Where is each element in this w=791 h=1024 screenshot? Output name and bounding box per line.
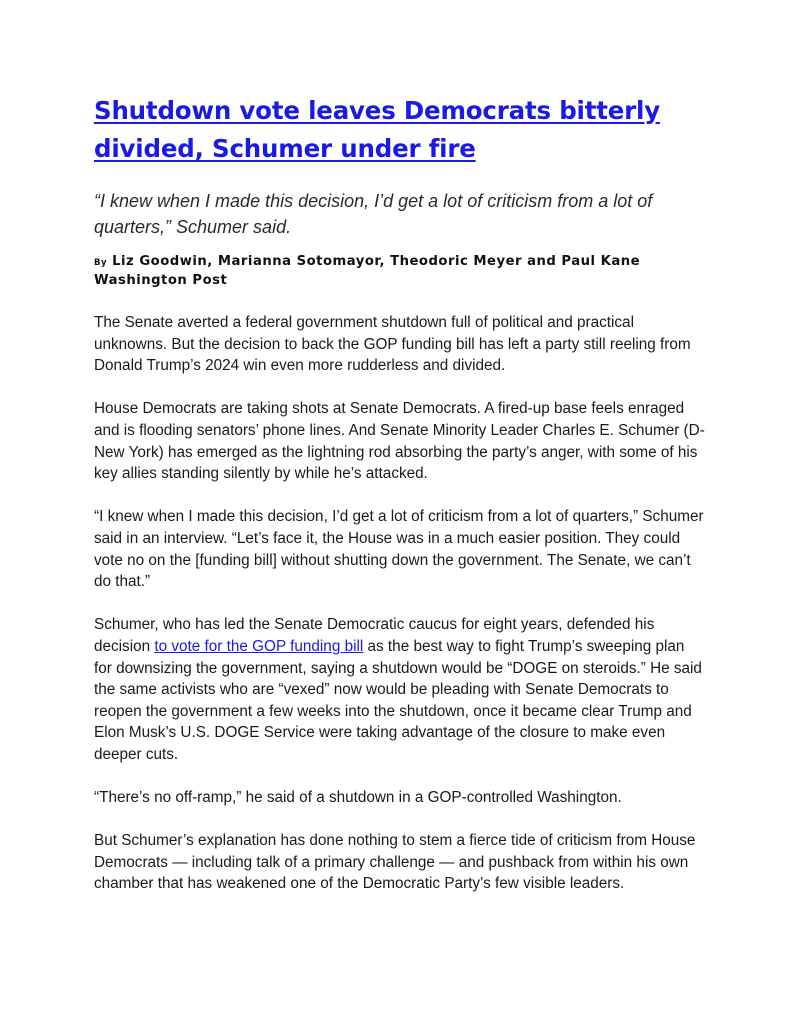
paragraph-5: “There’s no off-ramp,” he said of a shutdown in a GOP-controlled Washington. xyxy=(94,789,622,807)
byline-authors-line xyxy=(94,253,706,272)
article-page xyxy=(94,92,706,895)
paragraph-3: “I knew when I made this decision, I’d get a lot of criticism from a lot of quarters,” Schumer said in an interview. “Let’s face it, the House was in a much easier position. They could vote no on the [funding bill] without shutting down the government. The Senate, we can’t do that.” xyxy=(94,508,704,591)
paragraph-4 xyxy=(94,614,706,765)
byline xyxy=(94,253,706,290)
paragraph-1: The Senate averted a federal government shutdown full of political and practical unknowns. But the decision to back the GOP funding bill has left a party still reeling from Donald Trump’s 2024 win even more rudderless and divided. xyxy=(94,314,691,375)
byline-publication: Washington Post xyxy=(94,273,228,288)
paragraph-4-text-before: Schumer, who has led the Senate Democratic caucus for eight years, defended his decision xyxy=(94,616,655,655)
paragraph-2: House Democrats are taking shots at Senate Democrats. A fired-up base feels enraged and is flooding senators’ phone lines. And Senate Minority Leader Charles E. Schumer (D-New York) has emerged as the lightning rod absorbing the party’s anger, with some of his key allies standing silently by while he’s attacked. xyxy=(94,400,705,483)
byline-prefix: By xyxy=(94,258,108,268)
paragraph-4-text-after: as the best way to fight Trump’s sweeping plan for downsizing the government, saying a shutdown would be “DOGE on steroids.” He said the same activists who are “vexed” now would be pleading with Senate Democrats to reopen the government a few weeks into the shutdown, once it became clear Trump and Elon Musk’s U.S. DOGE Service were taking advantage of the closure to make even deeper cuts. xyxy=(94,637,702,763)
headline-link[interactable]: Shutdown vote leaves Democrats bitterly divided, Schumer under fire xyxy=(94,96,661,163)
headline xyxy=(94,92,706,168)
paragraph-6: But Schumer’s explanation has done nothing to stem a fierce tide of criticism from House Democrats — including talk of a primary challenge — and pushback from within his own chamber that has weakened one of the Democratic Party’s few visible leaders. xyxy=(94,832,696,893)
article-body xyxy=(94,312,706,895)
byline-authors: Liz Goodwin, Marianna Sotomayor, Theodoric Meyer and Paul Kane xyxy=(112,254,641,269)
subhead: “I knew when I made this decision, I’d get a lot of criticism from a lot of quarters,” Schumer said. xyxy=(94,191,653,237)
funding-bill-link[interactable]: to vote for the GOP funding bill xyxy=(154,637,364,655)
